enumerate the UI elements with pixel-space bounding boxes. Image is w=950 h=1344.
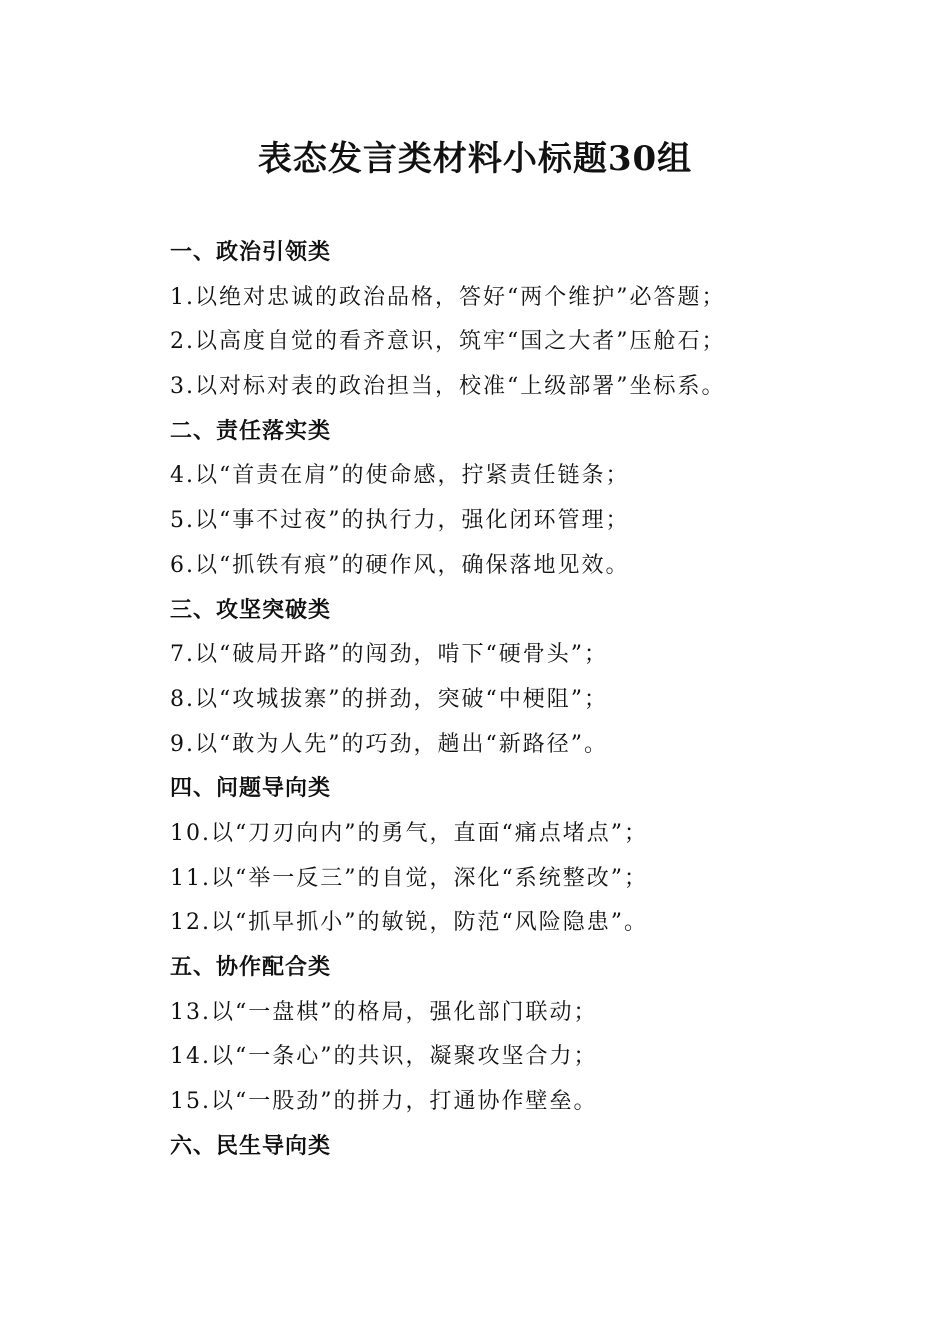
list-item: 5.以“事不过夜”的执行力，强化闭环管理； bbox=[170, 508, 630, 534]
section-responsibility bbox=[170, 410, 910, 589]
section-collaboration bbox=[170, 946, 910, 1125]
list-item: 14.以“一条心”的共识，凝聚攻坚合力； bbox=[170, 1044, 598, 1070]
section-heading: 四、问题导向类 bbox=[170, 776, 332, 802]
list-item: 6.以“抓铁有痕”的硬作风，确保落地见效。 bbox=[170, 552, 630, 578]
section-livelihood bbox=[170, 1125, 910, 1170]
section-heading: 六、民生导向类 bbox=[170, 1133, 332, 1159]
list-item: 13.以“一盘棋”的格局，强化部门联动； bbox=[170, 999, 598, 1025]
list-item: 4.以“首责在肩”的使命感，拧紧责任链条； bbox=[170, 463, 630, 489]
list-item: 1.以绝对忠诚的政治品格，答好“两个维护”必答题； bbox=[170, 284, 726, 310]
section-problem-oriented bbox=[170, 767, 910, 946]
section-political-leadership bbox=[170, 231, 910, 410]
section-heading: 五、协作配合类 bbox=[170, 955, 332, 980]
list-item: 10.以“刀刃向内”的勇气，直面“痛点堵点”； bbox=[170, 820, 648, 846]
list-item: 7.以“破局开路”的闯劲，啃下“硬骨头”； bbox=[170, 642, 608, 668]
list-item: 12.以“抓早抓小”的敏锐，防范“风险隐患”。 bbox=[170, 910, 648, 936]
list-item: 3.以对标对表的政治担当，校准“上级部署”坐标系。 bbox=[170, 374, 726, 400]
list-item: 15.以“一股劲”的拼力，打通协作壁垒。 bbox=[170, 1089, 598, 1115]
section-heading: 一、政治引领类 bbox=[170, 240, 332, 265]
list-item: 11.以“举一反三”的自觉，深化“系统整改”； bbox=[170, 865, 648, 891]
list-item: 8.以“攻城拔寨”的拼劲，突破“中梗阻”； bbox=[170, 686, 608, 712]
section-heading: 三、攻坚突破类 bbox=[170, 597, 332, 623]
list-item: 2.以高度自觉的看齐意识，筑牢“国之大者”压舱石； bbox=[170, 329, 726, 355]
section-heading: 二、责任落实类 bbox=[170, 418, 332, 444]
document-title: 表态发言类材料小标题30组 bbox=[257, 139, 693, 179]
document-body bbox=[170, 231, 910, 1169]
list-item: 9.以“敢为人先”的巧劲，趟出“新路径”。 bbox=[170, 731, 608, 757]
section-breakthrough bbox=[170, 589, 910, 768]
